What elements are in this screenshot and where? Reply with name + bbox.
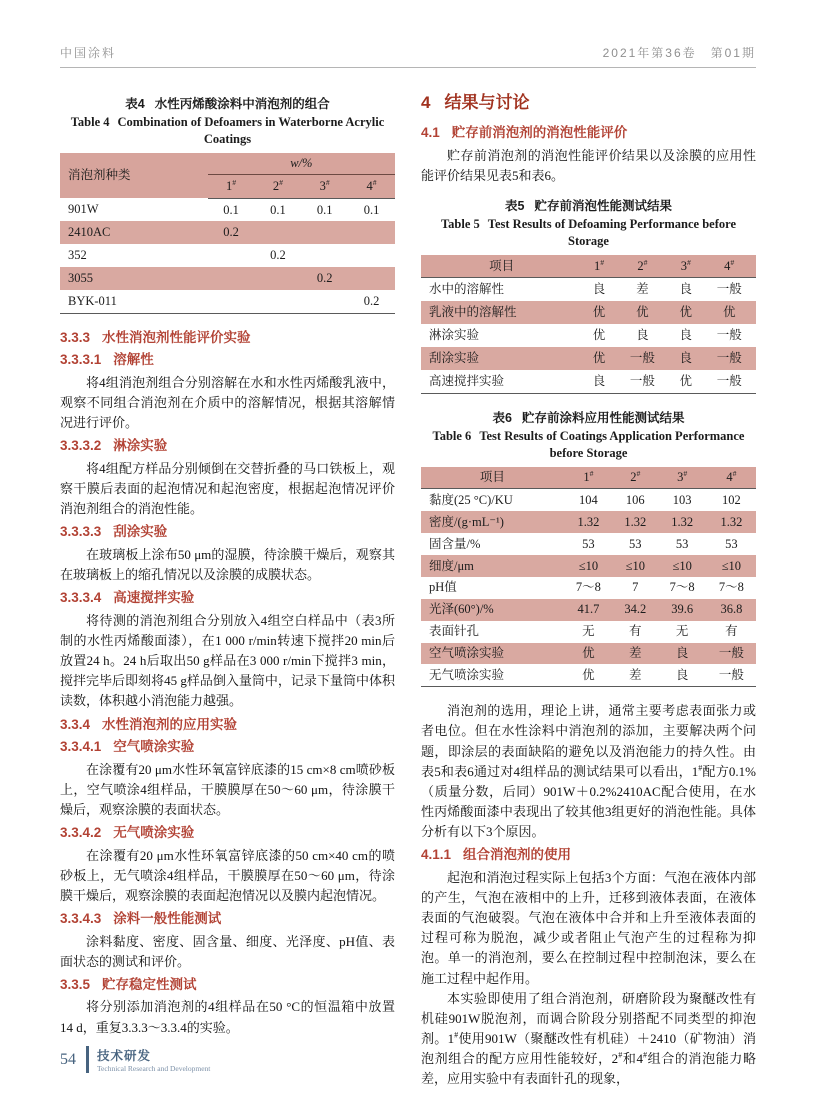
cell-value: 41.7 (577, 602, 600, 617)
paragraph: 将4组消泡剂组合分别溶解在水和水性丙烯酸乳液中，观察不同组合消泡剂在介质中的溶解情况，根据其溶解情况进行评价。 (60, 375, 395, 431)
section-number: 4.1.1 (421, 847, 452, 863)
cell-value: ≤10 (721, 558, 742, 573)
cell-value: 103 (672, 492, 692, 507)
table-row (421, 664, 756, 686)
left-column (60, 88, 395, 1089)
table-row (421, 599, 756, 621)
table-row (60, 198, 395, 221)
section-title: 贮存前消泡剂的消泡性能评价 (451, 125, 628, 140)
table4-label-en: Table 4 (70, 115, 110, 129)
cell-value: 优 (636, 305, 649, 320)
cell-value: 1.32 (720, 514, 743, 529)
paragraph: 起泡和消泡过程实际上包括3个方面：气泡在液体内部的产生，气泡在液相中的上升，迁移到液体表面，在液体表面的气泡破裂。气泡在液体中合并和上升至液体表面的过程可称为脱泡，减少或者阻止气泡产生的过程称为抑泡。单一的消泡剂，要么在控制过程中控制泡沫，要么在施工过程中起作用。 (421, 869, 756, 986)
section-4-1-heading (421, 123, 756, 143)
cell-value: 良 (679, 328, 693, 343)
table-row (421, 347, 756, 370)
row-label: 水中的溶解性 (429, 282, 505, 297)
cell-value: 一般 (718, 646, 744, 661)
cell-value: 良 (675, 667, 689, 682)
row-label: 901W (68, 202, 99, 217)
table-row (421, 489, 756, 511)
section-heading (60, 436, 395, 456)
section-heading (60, 328, 395, 348)
table4-body (60, 198, 395, 313)
section-heading (60, 823, 395, 843)
table6-block (421, 408, 756, 688)
table4-label-cn: 表4 (125, 97, 145, 111)
table-row (421, 533, 756, 555)
cell-value: 0.2 (270, 248, 286, 263)
cell-value: 34.2 (624, 602, 647, 617)
section-heading (60, 715, 395, 735)
cell-value: 1.32 (671, 514, 694, 529)
cell-value: 106 (625, 492, 645, 507)
section-number: 3.3.3.1 (60, 352, 102, 368)
table-row (421, 278, 756, 301)
cell-value: 7～8 (669, 580, 695, 595)
section-title: 高速搅拌实验 (113, 590, 195, 606)
row-label: 密度/(g·mL⁻¹) (429, 514, 504, 529)
section-title: 溶解性 (113, 352, 154, 368)
two-column-body (60, 88, 756, 1089)
section-title: 淋涂实验 (113, 438, 168, 454)
cell-value: 0.1 (270, 202, 286, 217)
cell-value (255, 290, 302, 313)
paragraph: 涂料黏度、密度、固含量、细度、光泽度、pH值、表面状态的测试和评价。 (60, 933, 395, 969)
table5-title-cn: 贮存前消泡性能测试结果 (534, 198, 672, 213)
cell-value (255, 267, 302, 290)
cell-value: 优 (582, 667, 595, 682)
row-label: 3055 (68, 271, 93, 286)
section-number: 3.3.3 (60, 329, 91, 345)
section-title: 组合消泡剂的使用 (463, 847, 572, 863)
section-heading (60, 350, 395, 370)
table5 (421, 255, 756, 394)
cell-value: 良 (679, 351, 693, 366)
paragraph: 在涂覆有20 μm水性环氧富锌底漆的50 cm×40 cm的喷砂板上，无气喷涂4组样品，干膜膜厚在50～60 μm，待涂膜干燥后，观察涂膜的表面起泡情况以及膜内起泡情况。 (60, 847, 395, 903)
section-number: 3.3.3.4 (60, 590, 102, 606)
cell-value (301, 290, 348, 313)
table4-title-cn: 水性丙烯酸涂料中消泡剂的组合 (154, 97, 330, 111)
cell-value: 0.2 (316, 271, 333, 286)
cell-value: 36.8 (720, 602, 743, 617)
cell-value (208, 244, 255, 267)
cell-value (348, 221, 395, 244)
paragraph: 在涂覆有20 μm水性环氧富锌底漆的15 cm×8 cm喷砂板上，空气喷涂4组样品，干膜膜厚在50～60 μm，待涂膜干燥后，观察涂膜的表面状态。 (60, 761, 395, 817)
paragraph: 在玻璃板上涂布50 μm的湿膜，待涂膜干燥后，观察其在玻璃板上的缩孔情况以及涂膜的成膜状态。 (60, 546, 395, 583)
cell-value: 良 (679, 282, 693, 297)
table5-body (421, 278, 756, 393)
table5-caption-en (421, 216, 756, 250)
table4-title-en: Combination of Defoamers in Waterborne Acrylic Coatings (117, 115, 385, 146)
section-title: 刮涂实验 (113, 524, 168, 540)
paragraph: 消泡剂的选用，理论上讲，通常主要考虑表面张力或者电位。但在水性涂料中消泡剂的添加，主要解决两个问题，即涂层的表面缺陷的避免以及消泡能力的持久性。由表5和表6通过对4组样品的测试结果可以看出，1#配方0.1%（质量分数，后同）901W＋0.2%2410AC配合使用，在水性丙烯酸面漆中表现出了较其他3组更好的消泡性能。具体分析有以下3个原因。 (421, 703, 756, 840)
table6-col-header: 2# (613, 467, 658, 489)
table6-caption-en (421, 428, 756, 462)
section-number: 4 (421, 93, 431, 112)
cell-value: 差 (629, 667, 642, 682)
footer-section-en: Technical Research and Development (97, 1064, 211, 1073)
cell-value: 优 (722, 305, 736, 320)
methods-sections (60, 328, 395, 1038)
row-label: 淋涂实验 (429, 328, 480, 343)
cell-value: 良 (592, 282, 606, 297)
cell-value: 1.32 (624, 514, 647, 529)
table4-caption-en (60, 114, 395, 148)
cell-value: 一般 (629, 351, 655, 366)
cell-value: 7～8 (575, 580, 601, 595)
section-title: 空气喷涂实验 (113, 739, 195, 755)
cell-value (348, 267, 395, 290)
running-head (60, 44, 756, 68)
table-row (421, 370, 756, 393)
paragraph: 将4组配方样品分别倾倒在交替折叠的马口铁板上，观察干膜后表面的起泡情况和起泡密度，根据起泡情况评价消泡剂组合的消泡性能。 (60, 460, 395, 517)
table5-col-header: 2# (616, 255, 670, 278)
cell-value: 7 (632, 580, 639, 595)
table6-label-cn: 表6 (492, 410, 512, 425)
table5-col-header: 4# (702, 255, 756, 278)
cell-value: 优 (679, 305, 693, 320)
section-4-heading (421, 88, 756, 113)
cell-value (208, 290, 255, 313)
table-row (421, 555, 756, 577)
cell-value: 0.1 (316, 202, 333, 217)
row-label: 表面针孔 (429, 624, 480, 639)
cell-value (208, 267, 255, 290)
table4-col-header: 2# (255, 174, 302, 198)
row-label: 无气喷涂实验 (429, 667, 505, 682)
paragraph: 本实验即使用了组合消泡剂，研磨阶段为聚醚改性有机硅901W脱泡剂，而调合阶段分别搭配不同类型的抑泡剂。1#使用901W（聚醚改性有机硅）＋2410（矿物油）消泡剂组合的配方应用性能较好，2#和4#组合的消泡能力略差，应用实验中有表面针孔的现象， (421, 990, 756, 1087)
cell-value: 53 (725, 536, 738, 551)
right-column (421, 88, 756, 1089)
section-4-1-1-heading (421, 845, 756, 865)
section-number: 3.3.4 (60, 716, 91, 732)
table-row (421, 324, 756, 347)
table-row (60, 244, 395, 267)
section-heading (60, 737, 395, 757)
table5-header (421, 255, 756, 278)
cell-value: 无 (582, 624, 595, 639)
section-heading (60, 522, 395, 542)
table5-title-en: Test Results of Defoaming Performance before Storage (487, 216, 736, 248)
section-number: 3.3.4.3 (60, 911, 102, 927)
table4-corner-header: 消泡剂种类 (68, 167, 131, 182)
row-label: 刮涂实验 (429, 351, 480, 366)
table6-header (421, 467, 756, 489)
cell-value (255, 221, 302, 244)
cell-value: 1.32 (577, 514, 600, 529)
cell-value: 53 (675, 536, 689, 551)
cell-value: 一般 (716, 282, 742, 297)
cell-value: 差 (636, 282, 649, 297)
cell-value: 7～8 (718, 580, 744, 595)
cell-value: 优 (592, 305, 606, 320)
table5-col-header: 1# (582, 255, 615, 278)
page-number: 54 (60, 1050, 76, 1068)
table4-col-header: 3# (301, 174, 348, 198)
table4-col-header: 1# (208, 174, 255, 198)
table5-label-cn: 表5 (505, 198, 525, 213)
cell-value: 一般 (716, 328, 742, 343)
cell-value: 差 (629, 646, 642, 661)
section-heading (60, 975, 395, 995)
cell-value: ≤10 (578, 558, 599, 573)
section-number: 3.3.5 (60, 976, 91, 992)
section-title: 贮存稳定性测试 (102, 976, 197, 992)
cell-value: 104 (579, 492, 598, 507)
section-title: 结果与讨论 (444, 93, 530, 112)
section-heading (60, 909, 395, 929)
cell-value: 0.1 (363, 202, 380, 217)
table4 (60, 153, 395, 314)
cell-value: 一般 (718, 667, 744, 682)
table-row (60, 290, 395, 313)
cell-value: 优 (679, 373, 693, 388)
table5-label-en: Table 5 (440, 216, 480, 231)
table-row (421, 301, 756, 324)
table4-header (60, 153, 395, 198)
row-label: BYK-011 (68, 294, 117, 308)
cell-value: 39.6 (671, 602, 694, 617)
section-number: 4.1 (421, 125, 440, 140)
cell-value: 有 (629, 624, 642, 639)
table-row (421, 577, 756, 599)
paragraph: 贮存前消泡剂的消泡性能评价结果以及涂膜的应用性能评价结果见表5和表6。 (421, 147, 756, 183)
cell-value (301, 244, 348, 267)
table-row (421, 511, 756, 533)
journal-name: 中国涂料 (60, 46, 117, 60)
cell-value: 良 (675, 646, 689, 661)
table6 (421, 467, 756, 688)
row-label: 2410AC (68, 225, 111, 240)
page-footer (60, 1046, 210, 1073)
cell-value: 一般 (629, 373, 655, 388)
row-label: 乳液中的溶解性 (429, 305, 517, 320)
paragraph: 将待测的消泡剂组合分别放入4组空白样品中（表3所制的水性丙烯酸面漆），在1 000 r/min转速下搅拌20 min后放置24 h。24 h后取出50 g样品在3 000 r/min下搅拌3 min，搅拌完毕后即刻将45 g样品倒入量筒中，记录下量筒中体积读数，体积越小消泡能力越强。 (60, 612, 395, 709)
table6-label-en: Table 6 (432, 428, 472, 443)
table-row (421, 643, 756, 665)
section-number: 3.3.4.2 (60, 825, 102, 841)
cell-value: 优 (592, 351, 606, 366)
row-label: 光泽(60°)/% (429, 602, 494, 617)
table6-col-header: 4# (707, 467, 756, 489)
row-label: 高速搅拌实验 (429, 373, 505, 388)
row-label: 黏度(25 °C)/KU (429, 492, 513, 507)
table6-caption-cn (421, 408, 756, 426)
cell-value: 0.2 (223, 225, 239, 240)
cell-value: 一般 (716, 351, 742, 366)
table6-col-header: 3# (658, 467, 707, 489)
cell-value: ≤10 (625, 558, 645, 573)
table6-col-header: 项目 (421, 467, 564, 489)
section-title: 涂料一般性能测试 (113, 911, 222, 927)
cell-value: 有 (725, 624, 738, 639)
table-row (421, 621, 756, 643)
section-title: 无气喷涂实验 (113, 825, 195, 841)
issue-info: 2021年第36卷 第01期 (602, 46, 756, 60)
table5-col-header: 3# (669, 255, 702, 278)
cell-value: 102 (722, 492, 741, 507)
cell-value: 优 (582, 646, 595, 661)
table5-block (421, 196, 756, 394)
cell-value: ≤10 (672, 558, 692, 573)
table4-caption-cn (60, 94, 395, 112)
cell-value: 无 (675, 624, 689, 639)
cell-value (301, 221, 348, 244)
row-label: 细度/μm (429, 558, 474, 573)
row-label: 固含量/% (429, 536, 481, 551)
table6-body (421, 489, 756, 687)
cell-value: 53 (582, 536, 595, 551)
footer-section-cn: 技术研发 (97, 1049, 152, 1063)
section-number: 3.3.3.3 (60, 524, 102, 540)
paragraph: 将分别添加消泡剂的4组样品在50 °C的恒温箱中放置14 d，重复3.3.3～3.3.4的实验。 (60, 999, 395, 1035)
cell-value: 一般 (716, 373, 742, 388)
table5-caption-cn (421, 196, 756, 214)
cell-value: 优 (592, 328, 606, 343)
table4-col-header: 4# (348, 174, 395, 198)
table5-col-header: 项目 (421, 255, 582, 278)
row-label: 352 (68, 248, 87, 263)
cell-value: 良 (636, 328, 649, 343)
cell-value: 良 (592, 373, 606, 388)
section-heading (60, 588, 395, 608)
table-row (60, 267, 395, 290)
table4-block (60, 94, 395, 314)
cell-value: 53 (629, 536, 642, 551)
row-label: pH值 (429, 580, 457, 595)
footer-section-label (86, 1046, 210, 1073)
cell-value (348, 244, 395, 267)
table6-title-cn: 贮存前涂料应用性能测试结果 (521, 410, 685, 425)
row-label: 空气喷涂实验 (429, 646, 505, 661)
section-title: 水性消泡剂性能评价实验 (102, 329, 251, 345)
section-number: 3.3.3.2 (60, 438, 102, 454)
table6-col-header: 1# (564, 467, 613, 489)
section-title: 水性消泡剂的应用实验 (102, 716, 238, 732)
cell-value: 0.2 (363, 294, 380, 308)
cell-value: 0.1 (223, 202, 239, 217)
table4-group-header: w/% (208, 153, 395, 174)
section-number: 3.3.4.1 (60, 739, 102, 755)
table6-title-en: Test Results of Coatings Application Performance before Storage (479, 428, 745, 460)
table-row (60, 221, 395, 244)
